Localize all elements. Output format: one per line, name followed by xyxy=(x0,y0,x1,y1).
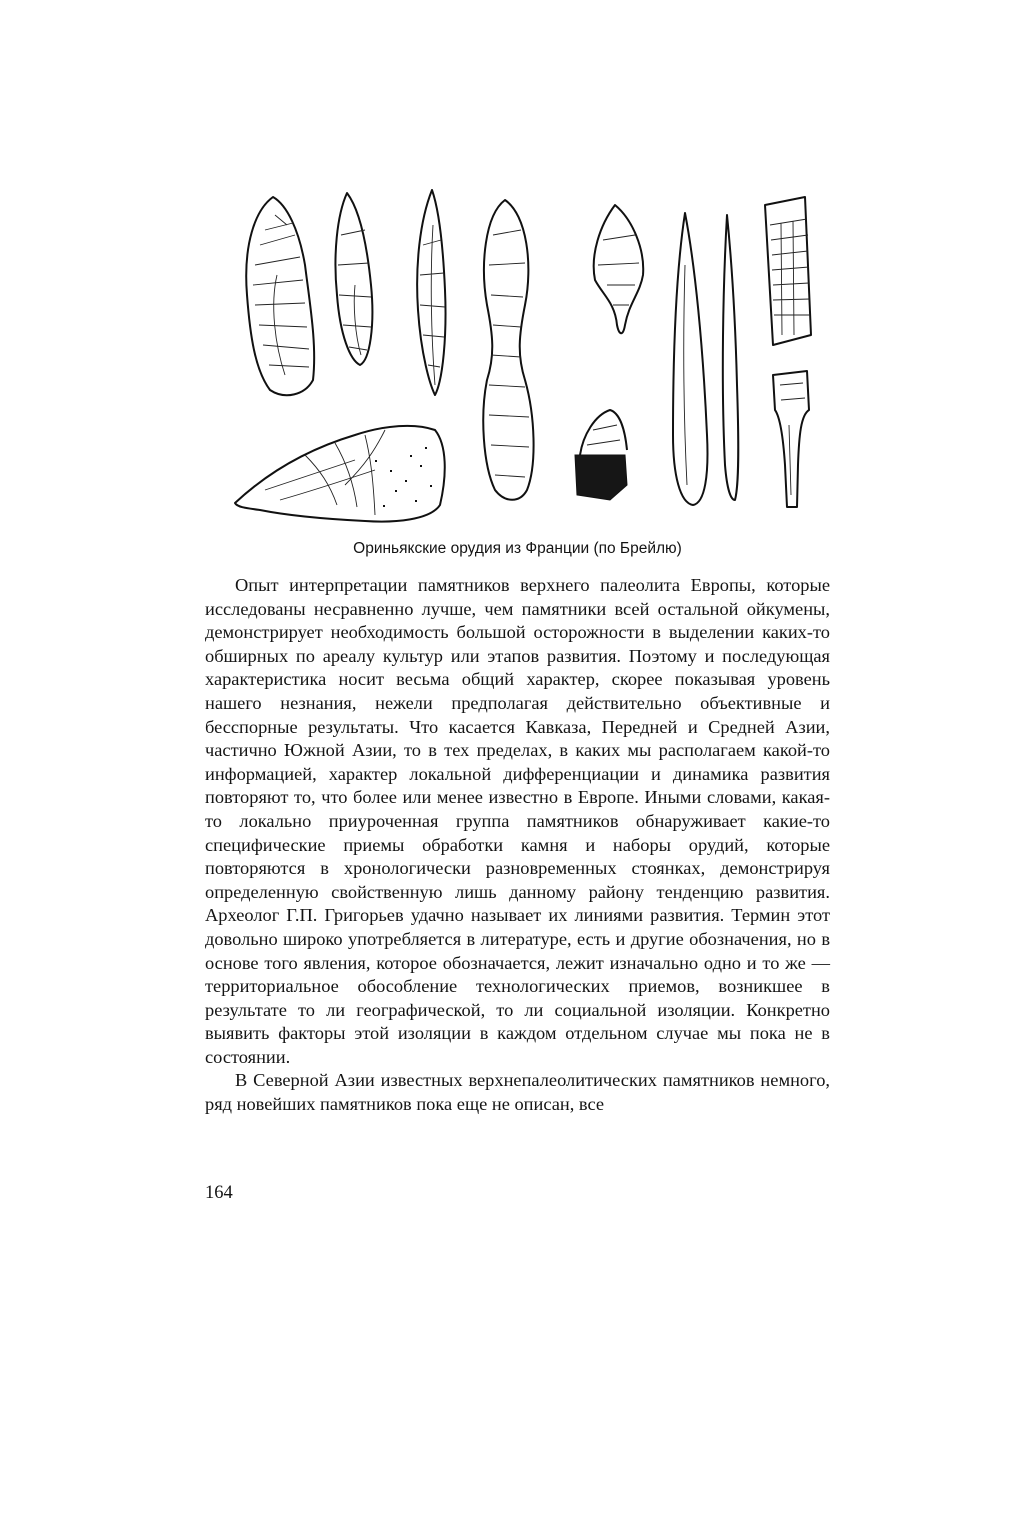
paragraph: В Северной Азии известных верхнепалеолитических памятников немного, ряд новейших памятников пока еще не описан, все xyxy=(205,1070,830,1115)
aurignacian-tools-illustration xyxy=(225,185,825,525)
blade-3-drawing xyxy=(417,190,445,395)
bone-point-1-drawing xyxy=(673,213,707,505)
blade-2-drawing xyxy=(335,193,372,365)
notched-bone-drawing xyxy=(765,197,811,345)
waisted-blade-drawing xyxy=(483,200,533,500)
bone-point-2-drawing xyxy=(723,215,738,500)
body-text xyxy=(205,574,830,1117)
figure-caption: Ориньякские орудия из Франции (по Брейлю) xyxy=(353,540,682,557)
bone-tool-drawing xyxy=(773,371,809,507)
burin-drawing xyxy=(575,410,627,500)
point-drawing xyxy=(594,205,644,333)
core-scraper-drawing xyxy=(235,426,445,522)
page-number: 164 xyxy=(205,1183,233,1203)
blade-1-drawing xyxy=(246,197,314,395)
paragraph: Опыт интерпретации памятников верхнего палеолита Европы, которые исследованы несравненно лучше, чем памятники всей остальной ойкумены, демонстрирует необходимость большой осторожности в выделении каких-то обширных по ареалу культур или этапов развития. Поэтому и последующая характеристика носит весьма общий характер, скорее показывая уровень нашего незнания, нежели предполагая действительно объективные и бесспорные результаты. Что касается Кавказа, Передней и Средней Азии, частично Южной Азии, то в тех пределах, в каких мы располагаем какой-то информацией, характер локальной дифференциации и динамика развития повторяют то, что более или менее известно в Европе. Иными словами, какая-то локально приуроченная группа памятников обнаруживает какие-то специфические приемы обработки камня и наборы орудий, которые повторяются в хронологически разновременных стоянках, демонстрируя определенную свойственную лишь данному району тенденцию развития. Археолог Г.П. Григорьев удачно называет их линиями развития. Термин этот довольно широко употребляется в литературе, есть и другие обозначения, но в основе того явления, которое обозначается, лежит изначально одно и то же — территориальное обособление технологических приемов, возникшее в результате то ли географической, то ли социальной изоляции. Конкретно выявить факторы этой изоляции в каждом отдельном случае мы пока не в состоянии. xyxy=(205,575,830,1067)
